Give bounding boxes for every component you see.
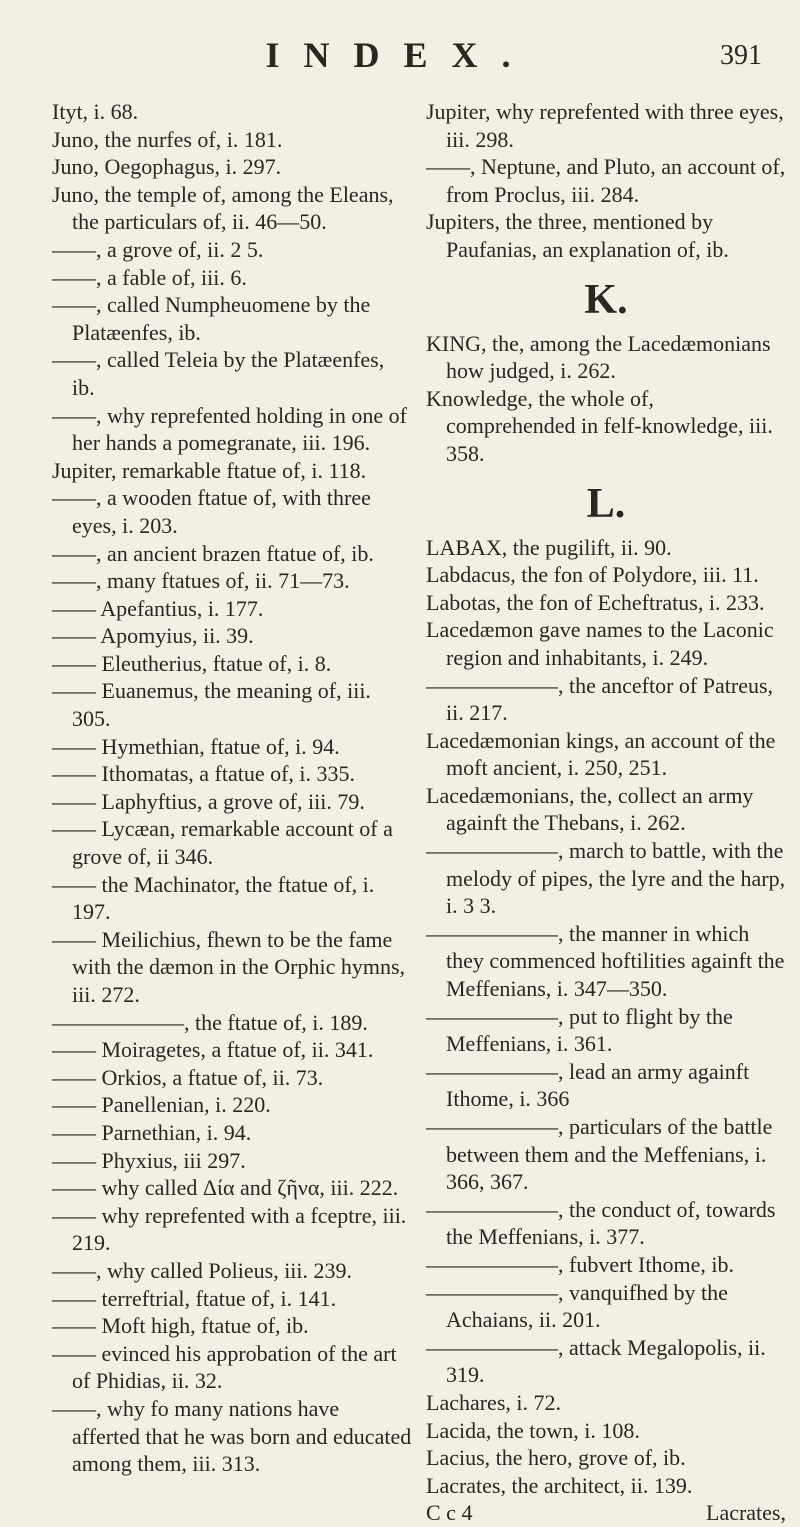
signature-mark: C c 4 <box>426 1500 473 1526</box>
index-entry: ——, many ftatues of, ii. 71—73. <box>52 568 350 594</box>
index-entry: —— why reprefented with a fceptre, iii. 219. <box>52 1202 407 1256</box>
index-entry: —— the Machinator, the ftatue of, i. 197. <box>52 871 375 925</box>
index-entry: ——————, vanquifhed by the Achaians, ii. 201. <box>426 1279 728 1333</box>
index-entry: Ityt, i. 68. <box>52 99 139 124</box>
page-header <box>0 34 800 74</box>
index-entry: Lacius, the hero, grove of, ib. <box>426 1445 686 1471</box>
index-entry: ——————, attack Megalopolis, ii. 319. <box>426 1334 766 1388</box>
index-entry: —— Lycæan, remarkable account of a grove of, ii 346. <box>52 816 393 870</box>
index-entry: ——————, the ftatue of, i. 189. <box>52 1009 368 1035</box>
index-entry: ——————, lead an army againft Ithome, i. 366 <box>426 1058 750 1112</box>
index-entry: —— Eleutherius, ftatue of, i. 8. <box>52 650 332 676</box>
index-entry: ——, why reprefented holding in one of her hands a pomegranate, iii. 196. <box>52 402 407 456</box>
index-entry: —— Parnethian, i. 94. <box>52 1119 252 1145</box>
index-entry: Lacedæmonians, the, collect an army againft the Thebans, i. 262. <box>426 782 754 836</box>
index-entry: KING, the, among the Lacedæmonians how judged, i. 262. <box>426 330 771 384</box>
index-entry: —— why called Δία and ζῆνα, iii. 222. <box>52 1175 399 1201</box>
index-entry: ——, a grove of, ii. 2 5. <box>52 236 264 262</box>
index-entry: ——————, put to flight by the Meffenians, i. 361. <box>426 1003 733 1057</box>
index-entry: —— Orkios, a ftatue of, ii. 73. <box>52 1064 324 1090</box>
index-entry: ——————, the anceftor of Patreus, ii. 217. <box>426 672 774 726</box>
index-entry: Juno, Oegophagus, i. 297. <box>52 154 282 180</box>
index-entry: Lachares, i. 72. <box>426 1389 561 1415</box>
index-entry: ——, called Teleia by the Platæenfes, ib. <box>52 347 385 400</box>
index-entry: ——, called Numpheuomene by the Platæenfes, ib. <box>52 292 371 345</box>
index-entry: —— Meilichius, fhewn to be the fame with the dæmon in the Orphic hymns, iii. 272. <box>52 926 406 1007</box>
page-number: 391 <box>720 40 762 71</box>
left-column <box>52 98 412 1478</box>
index-entry: —— Apefantius, i. 177. <box>52 595 264 621</box>
index-entry: ——————, fubvert Ithome, ib. <box>426 1251 734 1277</box>
index-entry: ——————, the manner in which they commenced hoftilities againft the Meffenians, i. 347—350. <box>426 920 785 1002</box>
section-letter-l: L. <box>586 480 626 527</box>
index-entry: ——, why called Polieus, iii. 239. <box>52 1257 353 1283</box>
right-column <box>426 98 786 1527</box>
index-entry: —— Phyxius, iii 297. <box>52 1147 246 1173</box>
index-entry: —— Ithomatas, a ftatue of, i. 335. <box>52 761 356 787</box>
index-entry: Juno, the nurfes of, i. 181. <box>52 126 283 152</box>
index-entry: Jupiters, the three, mentioned by Paufanias, an explanation of, ib. <box>426 209 729 262</box>
index-entry: Lacida, the town, i. 108. <box>426 1417 640 1443</box>
index-entry: Jupiter, why reprefented with three eyes, iii. 298. <box>426 99 784 152</box>
index-entry: Lacedæmonian kings, an account of the moft ancient, i. 250, 251. <box>426 727 776 781</box>
index-entry: —— terreftrial, ftatue of, i. 141. <box>52 1285 337 1311</box>
index-entry: Juno, the temple of, among the Eleans, the particulars of, ii. 46—50. <box>52 181 394 235</box>
index-entry: Knowledge, the whole of, comprehended in felf-knowledge, iii. 358. <box>426 385 773 466</box>
index-entry: —— Laphyftius, a grove of, iii. 79. <box>52 788 365 814</box>
index-entry: Lacrates, the architect, ii. 139. <box>426 1472 693 1498</box>
page-title: INDEX. <box>265 35 535 75</box>
catchword: Lacrates, <box>706 1500 786 1526</box>
index-entry: —— Moft high, ftatue of, ib. <box>52 1313 309 1339</box>
index-entry: ——————, particulars of the battle between them and the Meffenians, i. 366, 367. <box>426 1114 773 1195</box>
index-entry: ——, why fo many nations have afferted that he was born and educated among them, iii. 313. <box>52 1395 412 1477</box>
index-entry: —— Hymethian, ftatue of, i. 94. <box>52 733 340 759</box>
index-entry: —— Moiragetes, a ftatue of, ii. 341. <box>52 1037 374 1063</box>
index-entry: ——, Neptune, and Pluto, an account of, from Proclus, iii. 284. <box>426 154 786 207</box>
index-entry: ——————, the conduct of, towards the Meffenians, i. 377. <box>426 1196 776 1250</box>
index-entry: ——, a fable of, iii. 6. <box>52 264 247 290</box>
index-entry: Jupiter, remarkable ftatue of, i. 118. <box>52 457 367 483</box>
index-entry: Labdacus, the fon of Polydore, iii. 11. <box>426 562 759 588</box>
index-entry: ——————, march to battle, with the melody of pipes, the lyre and the harp, i. 3 3. <box>426 838 786 919</box>
index-entry: —— Apomyius, ii. 39. <box>52 623 254 649</box>
index-entry: ——, a wooden ftatue of, with three eyes, i. 203. <box>52 485 371 538</box>
index-entry: —— Euanemus, the meaning of, iii. 305. <box>52 678 371 732</box>
section-letter-k: K. <box>584 276 628 323</box>
index-entry: —— evinced his approbation of the art of Phidias, ii. 32. <box>52 1340 397 1394</box>
index-entry: Lacedæmon gave names to the Laconic region and inhabitants, i. 249. <box>426 617 774 670</box>
page-footer <box>426 1499 786 1527</box>
index-entry: Labotas, the fon of Echeftratus, i. 233. <box>426 589 765 615</box>
index-entry: —— Panellenian, i. 220. <box>52 1092 271 1118</box>
index-entry: ——, an ancient brazen ftatue of, ib. <box>52 540 374 566</box>
index-entry: LABAX, the pugilift, ii. 90. <box>426 534 672 560</box>
